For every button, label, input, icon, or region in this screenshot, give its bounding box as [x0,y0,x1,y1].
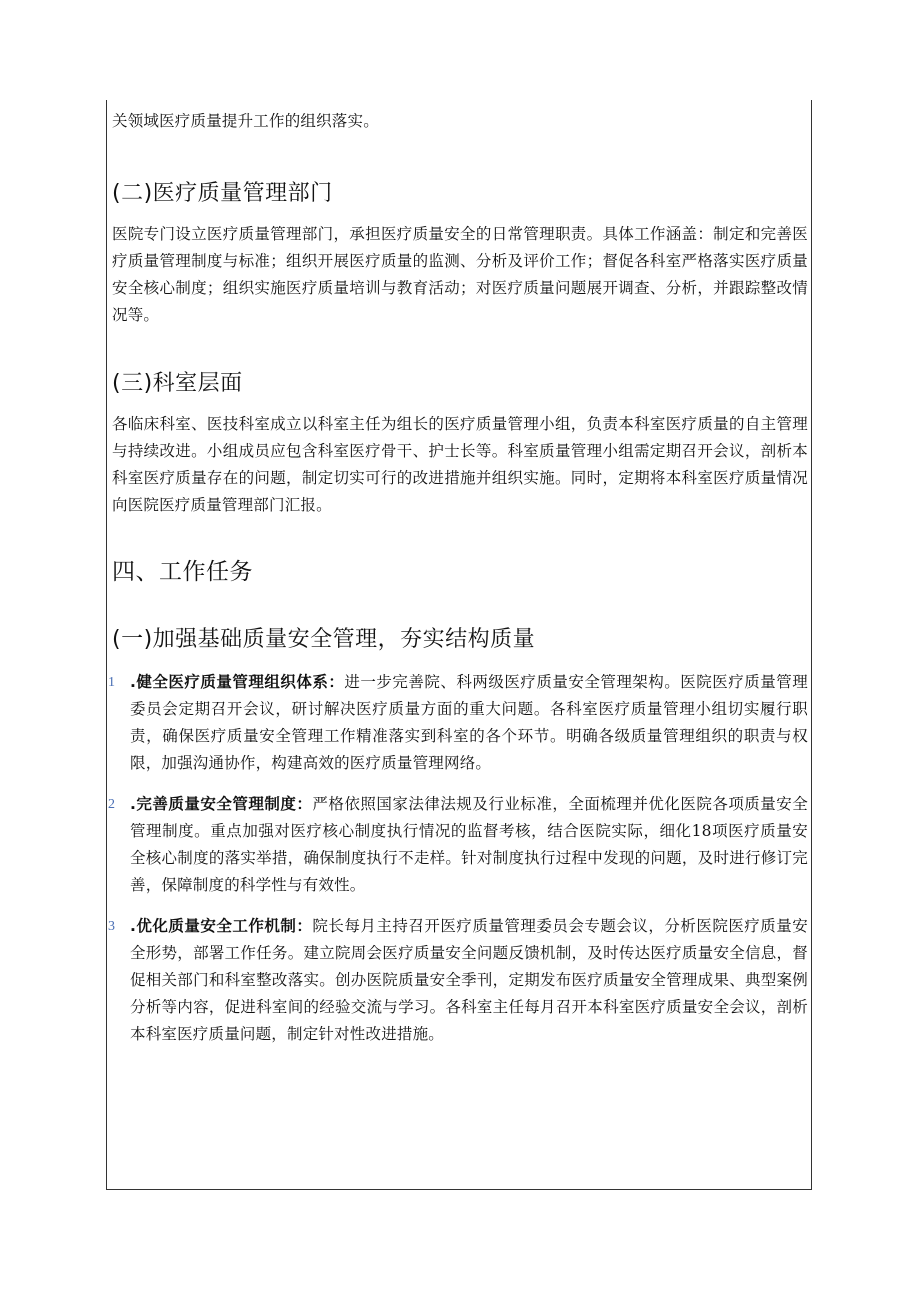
subsection-3-paragraph: 各临床科室、医技科室成立以科室主任为组长的医疗质量管理小组，负责本科室医疗质量的自主管理与持续改进。小组成员应包含科室医疗骨干、护士长等。科室质量管理小组需定期召开会议，剖析本科室医疗质量存在的问题，制定切实可行的改进措施并组织实施。同时，定期将本科室医疗质量情况向医院医疗质量管理部门汇报。 [112,415,808,514]
item-text: 进一步完善院、科两级医疗质量安全管理架构。医院医疗质量管理委员会定期召开会议，研讨解决医疗质量方面的重大问题。各科室医疗质量管理小组切实履行职责，确保医疗质量安全管理工作精准落实到科室的各个环节。明确各级质量管理组织的职责与权限，加强沟通协作，构建高效的医疗质量管理网络。 [130,673,808,772]
task-item-1 [108,669,808,777]
item-lead: .优化质量安全工作机制： [130,917,313,935]
document-body [108,108,809,1048]
subsection-2-paragraph: 医院专门设立医疗质量管理部门，承担医疗质量安全的日常管理职责。具体工作涵盖：制定和完善医疗质量管理制度与标准；组织开展医疗质量的监测、分析及评价工作；督促各科室严格落实医疗质量安全核心制度；组织实施医疗质量培训与教育活动；对医疗质量问题展开调查、分析，并跟踪整改情况等。 [112,225,808,324]
section-title-4: 四、工作任务 [112,559,253,585]
task-item-2 [108,791,809,899]
item-number: 1 [108,675,115,690]
item-paragraph [130,913,808,1048]
task-item-3 [108,913,809,1048]
item-lead: .健全医疗质量管理组织体系： [130,673,345,691]
subsection-title-2: (二)医疗质量管理部门 [112,181,333,206]
item-number: 2 [108,797,115,812]
item-text: 严格依照国家法律法规及行业标准，全面梳理并优化医院各项质量安全管理制度。重点加强对医疗核心制度执行情况的监督考核，结合医院实际，细化18项医疗质量安全核心制度的落实举措，确保制度执行不走样。针对制度执行过程中发现的问题，及时进行修订完善，保障制度的科学性与有效性。 [130,795,809,894]
item-lead: .完善质量安全管理制度： [130,795,313,813]
item-text: 院长每月主持召开医疗质量管理委员会专题会议，分析医院医疗质量安全形势，部署工作任务。建立院周会医疗质量安全问题反馈机制，及时传达医疗质量安全信息，督促相关部门和科室整改落实。创办医院质量安全季刊，定期发布医疗质量安全管理成果、典型案例分析等内容，促进科室间的经验交流与学习。各科室主任每月召开本科室医疗质量安全会议，剖析本科室医疗质量问题，制定针对性改进措施。 [130,917,809,1043]
subsection-title-3: (三)科室层面 [112,371,243,396]
intro-tail-paragraph: 关领域医疗质量提升工作的组织落实。 [112,112,379,130]
task-title-1: (一)加强基础质量安全管理，夯实结构质量 [112,627,536,652]
item-paragraph [130,669,808,777]
item-number: 3 [108,919,115,934]
item-paragraph [130,791,808,899]
